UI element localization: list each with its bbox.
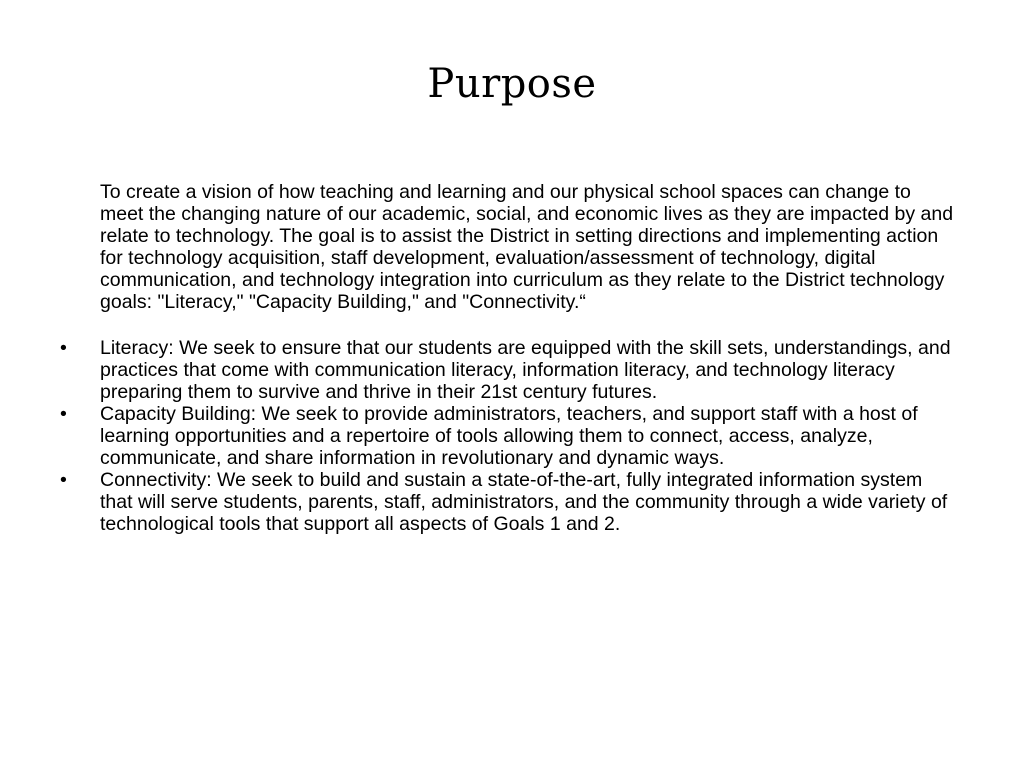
bullet-item-connectivity xyxy=(60,469,955,535)
bullet-text-connectivity: Connectivity: We seek to build and sustain a state-of-the-art, fully integrated information system that will serve students, parents, staff, administrators, and the community through a wide variety of technological tools that support all aspects of Goals 1 and 2. xyxy=(100,469,948,535)
bullet-mark: • xyxy=(60,337,67,359)
bullet-text-capacity-building: Capacity Building: We seek to provide administrators, teachers, and support staff with a host of learning opportunities and a repertoire of tools allowing them to connect, access, analyze, communicate, and share information in revolutionary and dynamic ways. xyxy=(100,403,918,469)
bullet-item-capacity-building xyxy=(60,403,955,469)
bullet-mark: • xyxy=(60,469,67,491)
intro-paragraph: To create a vision of how teaching and learning and our physical school spaces can change to meet the changing nature of our academic, social, and economic lives as they are impacted by and relate to technology. The goal is to assist the District in setting directions and implementing action for technology acquisition, staff development, evaluation/assessment of technology, digital communication, and technology integration into curriculum as they relate to the District technology goals: "Literacy," "Capacity Building," and "Connectivity.“ xyxy=(100,181,954,313)
bullet-item-literacy xyxy=(60,337,955,403)
bullet-text-literacy: Literacy: We seek to ensure that our students are equipped with the skill sets, understandings, and practices that come with communication literacy, information literacy, and technology literacy preparing them to survive and thrive in their 21st century futures. xyxy=(100,337,951,403)
slide-body xyxy=(60,181,955,535)
goal-bullet-list xyxy=(60,337,955,535)
slide-title: Purpose xyxy=(427,61,597,107)
bullet-mark: • xyxy=(60,403,67,425)
